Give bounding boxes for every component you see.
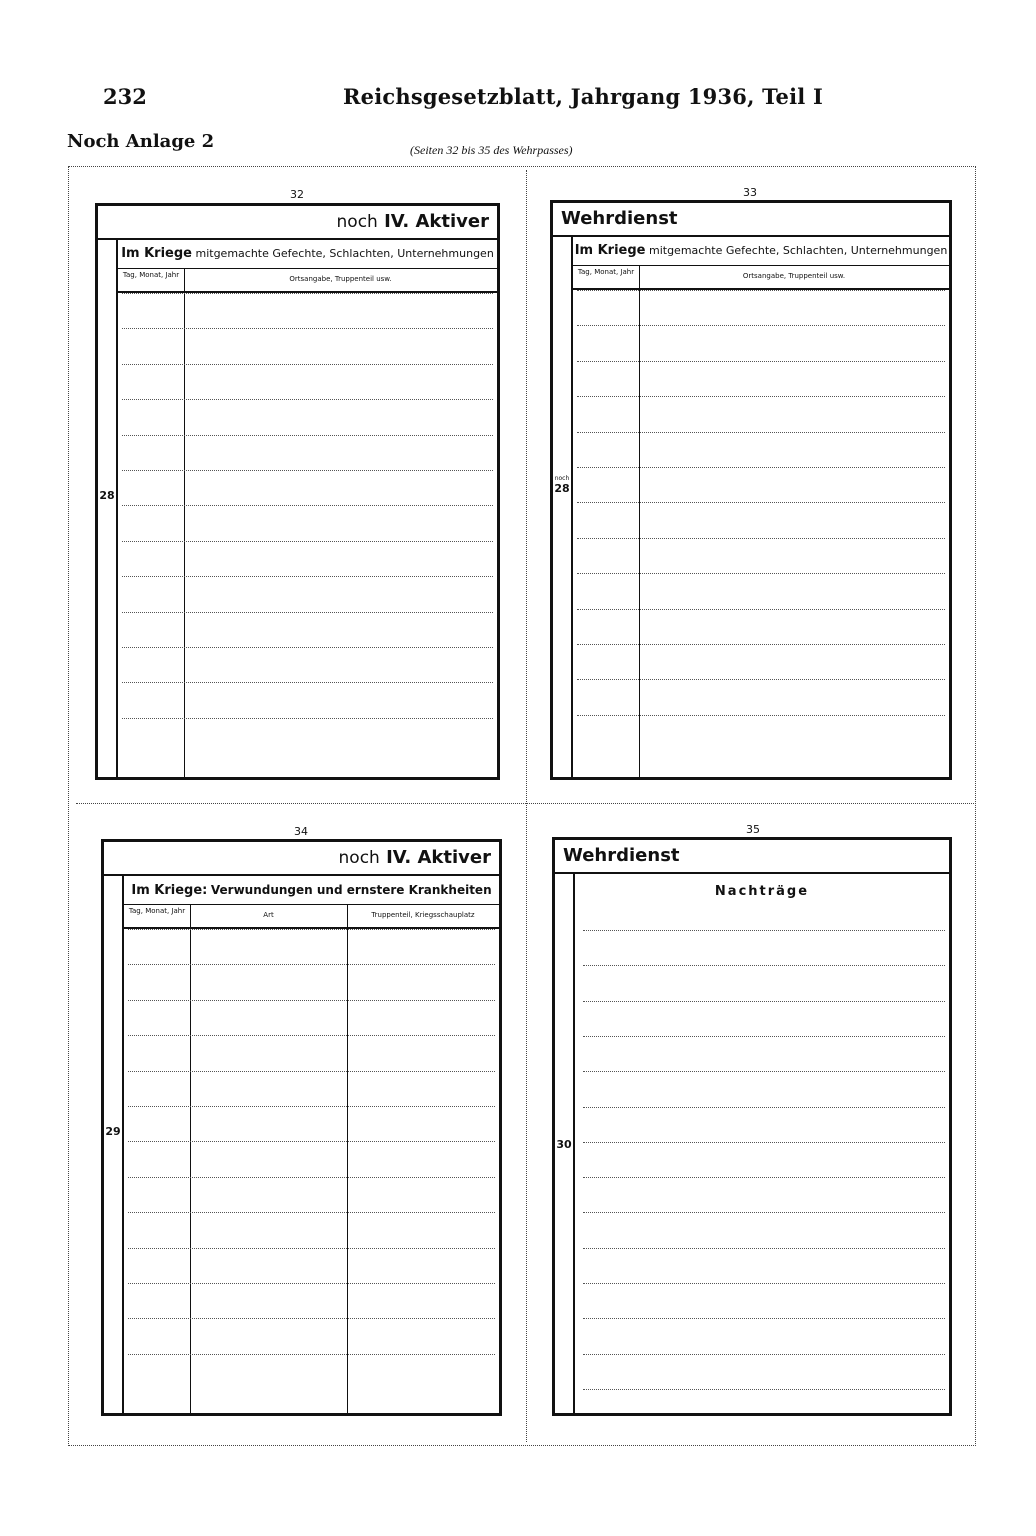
entry-rule [583, 1283, 945, 1284]
entry-rule [583, 1036, 945, 1037]
panel-title [555, 840, 949, 874]
entry-rule [128, 1177, 495, 1178]
col-place-header: Truppenteil, Kriegsschauplatz [371, 911, 475, 919]
section-subtitle [124, 876, 499, 905]
subtitle-rest: mitgemachte Gefechte, Schlachten, Unternehmungen [648, 244, 948, 257]
row-number-column [104, 874, 124, 1413]
title-prefix: noch [338, 848, 380, 868]
entry-rule [122, 718, 493, 719]
entry-rule [577, 290, 945, 291]
entry-rule [577, 609, 945, 610]
column-divider [184, 269, 185, 777]
entry-rule [122, 647, 493, 648]
entry-rule [583, 1212, 945, 1213]
form-panel-33 [550, 200, 952, 780]
col-date-header: Tag, Monat, Jahr [577, 268, 635, 276]
subtitle-bold: Im Kriege [121, 246, 192, 261]
entry-rule [128, 1318, 495, 1319]
entry-rule [128, 1106, 495, 1107]
entry-rule [128, 1000, 495, 1001]
column-header-row [124, 905, 499, 929]
column-header-row [573, 266, 949, 290]
entry-rule [122, 505, 493, 506]
entry-rule [583, 965, 945, 966]
page-number: 232 [103, 84, 147, 109]
entry-rule [122, 682, 493, 683]
row-number [553, 475, 571, 495]
column-divider [639, 266, 640, 777]
page-label-35: 35 [746, 823, 760, 836]
entry-rule [122, 328, 493, 329]
entry-rule [577, 573, 945, 574]
entry-rule [577, 325, 945, 326]
entry-rule [577, 644, 945, 645]
entry-rule [122, 293, 493, 294]
entry-rule [128, 1035, 495, 1036]
panel-title [98, 206, 497, 240]
entry-rule [128, 1071, 495, 1072]
entry-rule [577, 396, 945, 397]
section-subtitle [118, 240, 497, 269]
entry-rule [583, 1354, 945, 1355]
running-title: Reichsgesetzblatt, Jahrgang 1936, Teil I [343, 84, 823, 109]
title-text: IV. Aktiver [384, 211, 489, 232]
col-place-header: Ortsangabe, Truppenteil usw. [289, 275, 392, 283]
form-panel-35 [552, 837, 952, 1416]
entry-rule [128, 1248, 495, 1249]
entry-rule [583, 930, 945, 931]
entry-rule [122, 435, 493, 436]
vertical-divider [526, 170, 527, 1442]
subtitle-rest: mitgemachte Gefechte, Schlachten, Unternehmungen [195, 247, 494, 260]
subtitle-rest: Verwundungen und ernstere Krankheiten [210, 883, 492, 897]
column-divider-1 [190, 905, 191, 1413]
panel-title [104, 842, 499, 876]
page-label-34: 34 [294, 825, 308, 838]
row-number-column [98, 238, 118, 777]
form-panel-34 [101, 839, 502, 1416]
entry-rule [583, 1389, 945, 1390]
title-text: Wehrdienst [561, 208, 678, 229]
page-label-32: 32 [290, 188, 304, 201]
entry-rule [577, 715, 945, 716]
entry-rule [128, 1212, 495, 1213]
entry-rule [122, 576, 493, 577]
entry-rule [128, 929, 495, 930]
entry-rule [122, 541, 493, 542]
row-number-value: 28 [554, 482, 570, 495]
section-subtitle [573, 237, 949, 266]
row-number: 29 [105, 1125, 121, 1138]
entry-rule [583, 1142, 945, 1143]
entry-rule [583, 1248, 945, 1249]
column-header-row [118, 269, 497, 293]
row-number: 28 [99, 489, 115, 502]
entry-rule [122, 470, 493, 471]
entry-rule [577, 467, 945, 468]
row-prefix: noch [554, 475, 570, 482]
entry-rule [577, 502, 945, 503]
subtitle-bold: Im Kriege [574, 243, 646, 258]
col-art-header: Art [263, 911, 274, 919]
entry-rule [128, 1283, 495, 1284]
col-place-header: Ortsangabe, Truppenteil usw. [742, 272, 846, 280]
row-number: 30 [556, 1138, 572, 1151]
entry-rule [122, 399, 493, 400]
entry-rule [583, 1107, 945, 1108]
form-panel-32 [95, 203, 500, 780]
entry-rule [122, 364, 493, 365]
entry-rule [128, 1141, 495, 1142]
entry-rule [128, 1354, 495, 1355]
anlage-label: Noch Anlage 2 [67, 131, 215, 152]
title-text: IV. Aktiver [386, 847, 491, 868]
entry-rule [583, 1177, 945, 1178]
entry-rule [122, 612, 493, 613]
col-date-header: Tag, Monat, Jahr [128, 907, 186, 915]
row-number-column [553, 235, 573, 777]
entry-rule [577, 432, 945, 433]
entry-rule [577, 679, 945, 680]
entry-rule [583, 1318, 945, 1319]
title-text: Wehrdienst [563, 845, 680, 866]
panel-title [553, 203, 949, 237]
entry-rule [583, 1071, 945, 1072]
entry-rule [583, 1001, 945, 1002]
column-divider-2 [347, 905, 348, 1413]
subtitle-bold: Im Kriege: [131, 883, 208, 898]
page-label-33: 33 [743, 186, 757, 199]
entry-rule [577, 538, 945, 539]
col-date-header: Tag, Monat, Jahr [122, 271, 180, 279]
entry-rule [577, 361, 945, 362]
title-prefix: noch [336, 212, 378, 232]
seiten-note: (Seiten 32 bis 35 des Wehrpasses) [410, 143, 573, 157]
entry-rule [128, 964, 495, 965]
nachtraege-heading: Nachträge [714, 884, 810, 899]
